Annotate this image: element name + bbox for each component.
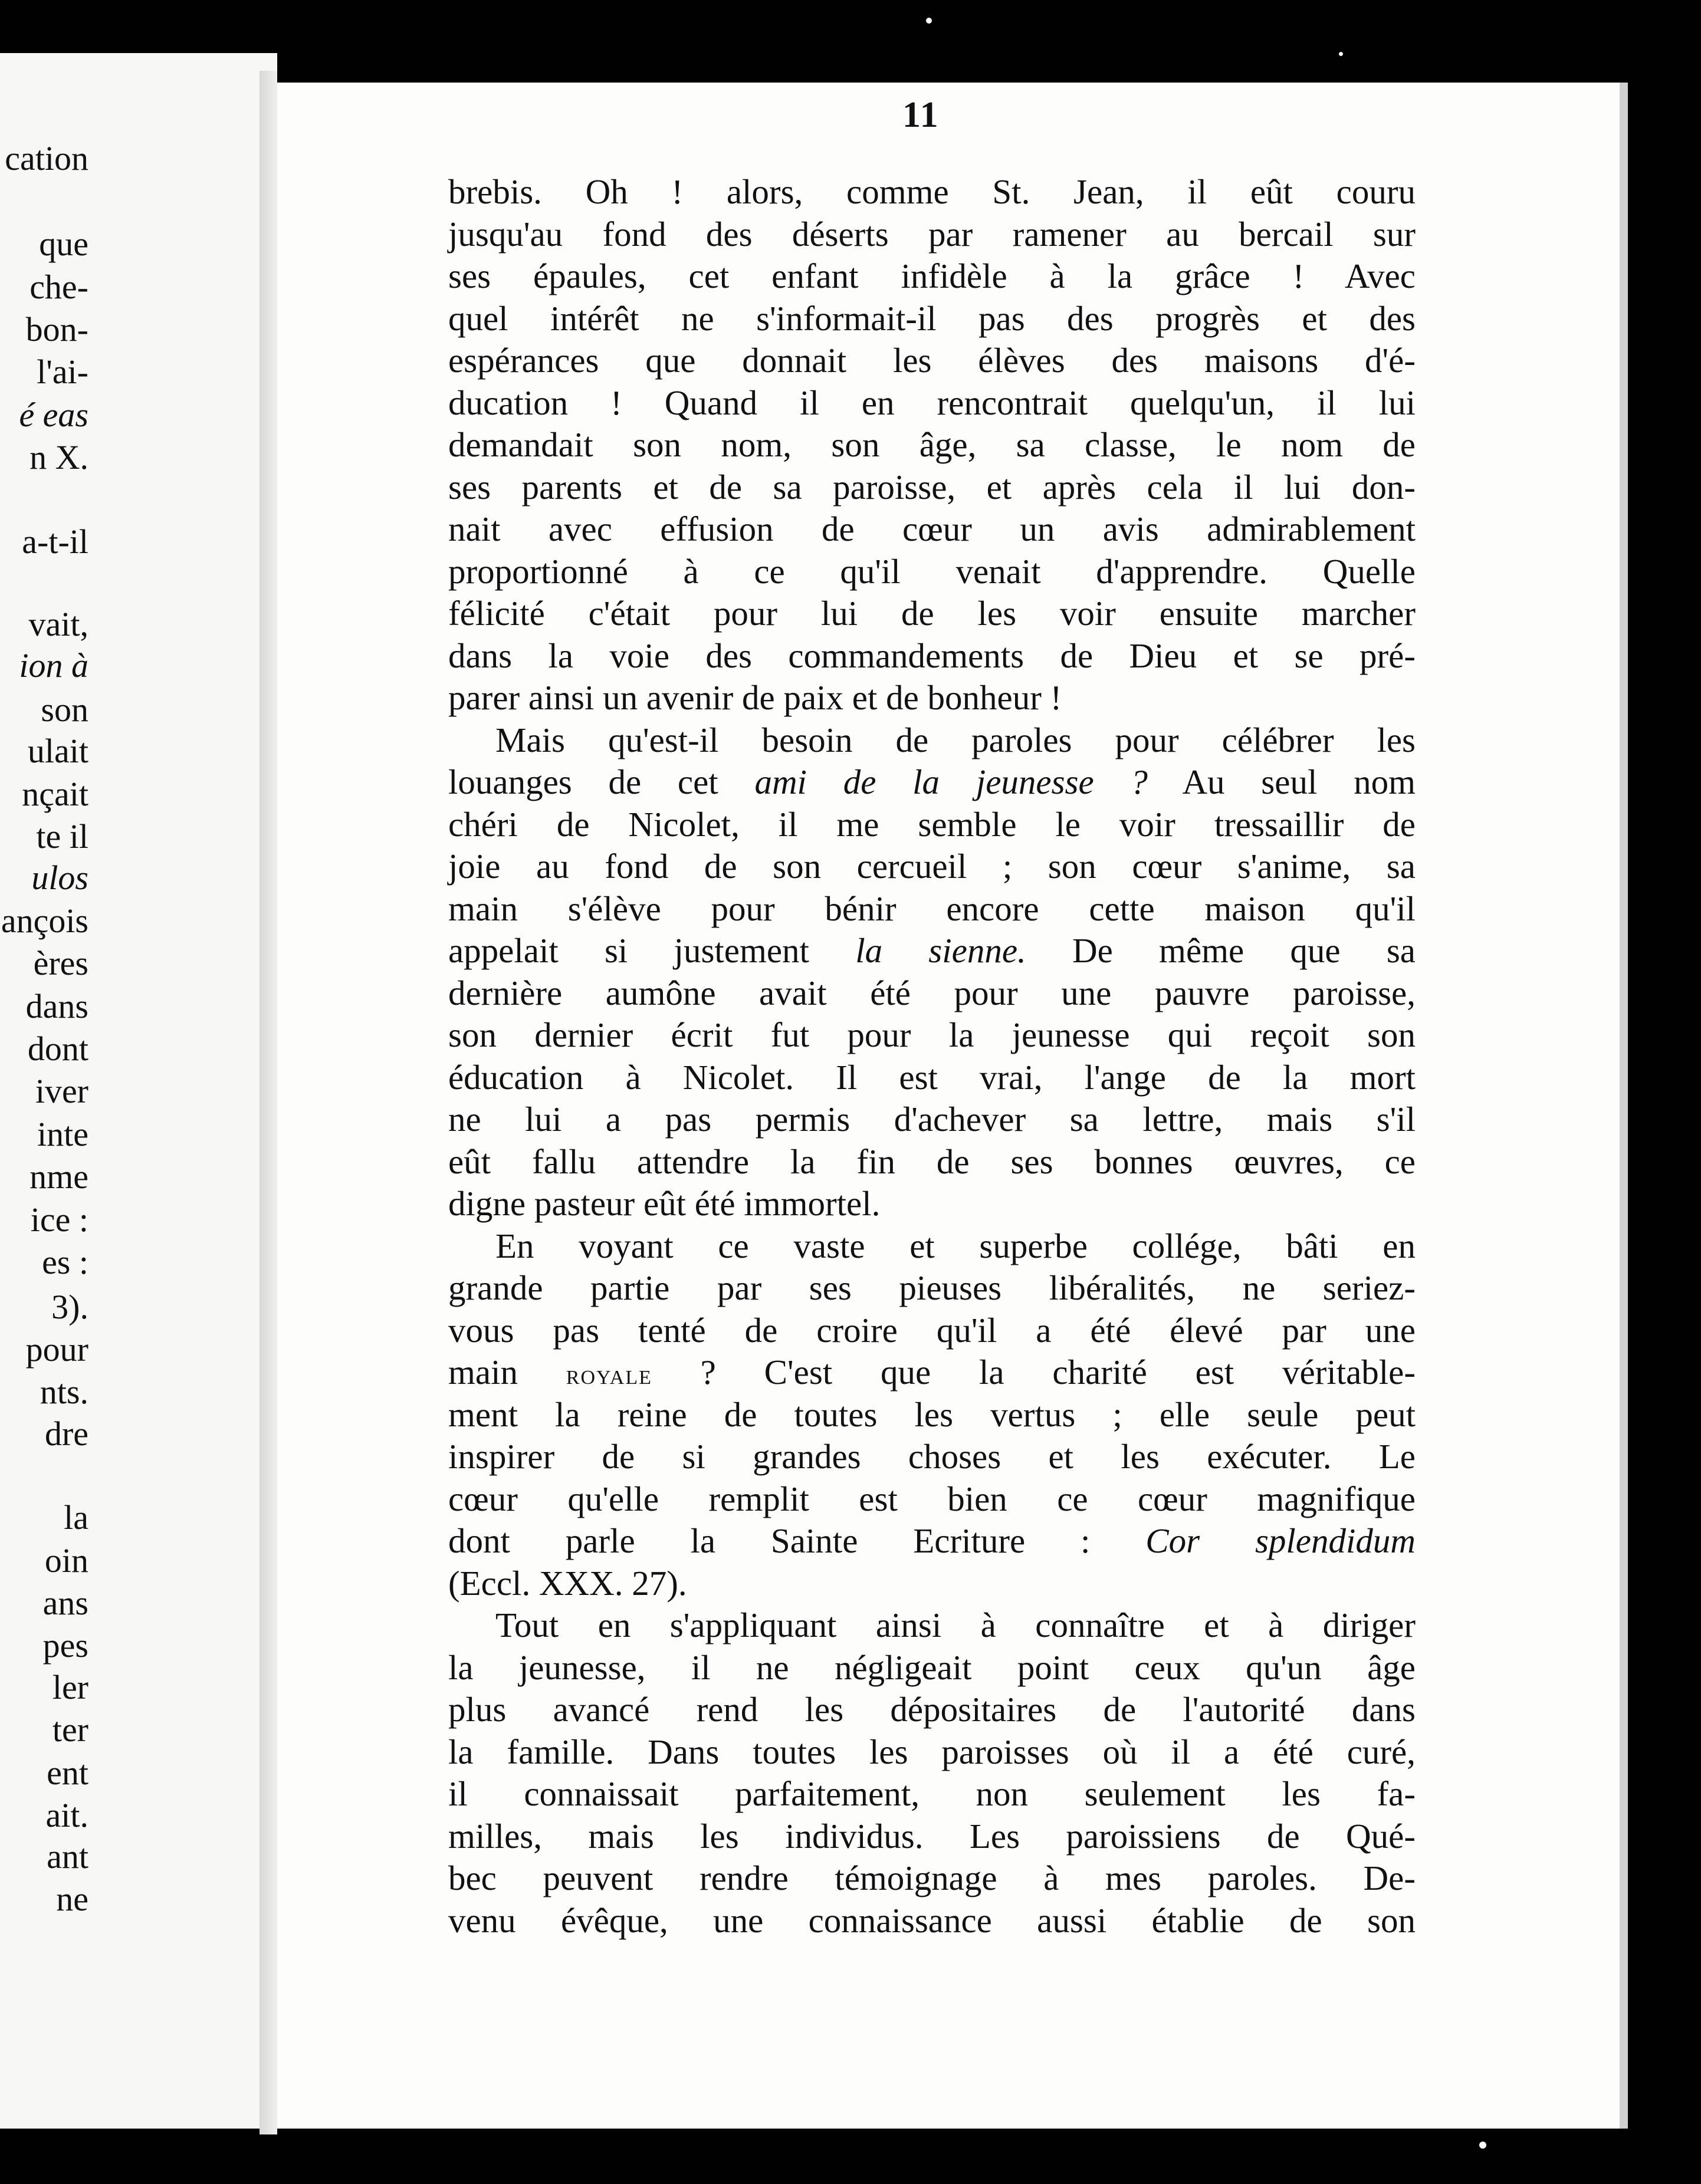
text-line: espérances que donnait les élèves des maisons d'é- — [448, 341, 1416, 380]
left-page-line: vait, — [28, 605, 88, 643]
text-line: En voyant ce vaste et superbe collége, bâti en — [495, 1226, 1416, 1265]
left-page-line: n X. — [29, 438, 88, 476]
text-line: éducation à Nicolet. Il est vrai, l'ange de la mort — [448, 1057, 1416, 1097]
left-page-fragment — [0, 53, 277, 2129]
left-page-line: pes — [42, 1626, 88, 1665]
text-line: vous pas tenté de croire qu'il a été élevé par une — [448, 1310, 1416, 1350]
text-run: main — [448, 1353, 566, 1392]
left-page-line: nme — [29, 1157, 88, 1196]
italic-phrase: la sienne. — [855, 931, 1026, 970]
left-page-line: ent — [47, 1754, 88, 1792]
left-page-line: nçait — [22, 775, 88, 813]
text-line — [448, 761, 1416, 804]
left-page-line: te il — [36, 817, 88, 856]
text-line: cœur qu'elle remplit est bien ce cœur magnifique — [448, 1479, 1416, 1518]
page-number: 11 — [902, 95, 940, 135]
text-run: Au seul nom — [1147, 762, 1416, 801]
text-line: ses épaules, cet enfant infidèle à la grâce ! Avec — [448, 256, 1416, 295]
left-page-line: pour — [25, 1330, 88, 1369]
text-run: appelait si justement — [448, 931, 856, 970]
text-line: félicité c'était pour lui de les voir ensuite marcher — [448, 594, 1416, 633]
text-line: brebis. Oh ! alors, comme St. Jean, il eût couru — [448, 172, 1416, 211]
right-page — [277, 83, 1628, 2129]
left-page-line: dans — [25, 987, 88, 1025]
left-page-line: inte — [37, 1115, 88, 1153]
italic-phrase: ami de la jeunesse ? — [754, 762, 1148, 801]
left-page-line: la — [64, 1498, 88, 1537]
text-line: digne pasteur eût été immortel. — [448, 1184, 881, 1223]
left-page-line: ant — [47, 1837, 88, 1876]
text-line: Tout en s'appliquant ainsi à connaître et à diriger — [495, 1606, 1416, 1644]
text-line: (Eccl. XXX. 27). — [448, 1563, 687, 1603]
text-line: Mais qu'est-il besoin de paroles pour célébrer les — [495, 720, 1416, 759]
page-body-text — [448, 171, 1416, 1942]
text-run: louanges de cet — [448, 762, 755, 801]
text-line: bec peuvent rendre témoignage à mes paroles. De- — [448, 1859, 1416, 1897]
left-page-line: dont — [27, 1029, 88, 1068]
scan-speck — [1339, 52, 1343, 56]
left-page-line: ulait — [27, 732, 88, 770]
text-line — [448, 1351, 1416, 1394]
scan-speck — [1479, 2142, 1486, 2149]
text-line: la famille. Dans toutes les paroisses où il a été curé, — [448, 1732, 1416, 1771]
text-line: milles, mais les individus. Les paroissiens de Qué- — [448, 1816, 1416, 1856]
text-line: jusqu'au fond des déserts par ramener au bercail sur — [448, 214, 1416, 254]
scan-speck — [926, 18, 932, 24]
left-page-line: 3). — [51, 1288, 88, 1326]
left-page-line: cation — [5, 139, 88, 177]
text-line: ses parents et de sa paroisse, et après cela il lui don- — [448, 467, 1416, 506]
left-page-line: é eas — [19, 396, 88, 434]
text-line: ne lui a pas permis d'achever sa lettre, mais s'il — [448, 1100, 1416, 1139]
left-page-line: ait. — [45, 1796, 88, 1834]
text-line: proportionné à ce qu'il venait d'apprendre. Quelle — [448, 551, 1416, 591]
left-page-line: che- — [29, 268, 88, 306]
left-page-line: que — [39, 225, 88, 263]
text-run: dont parle la Sainte Ecriture : — [448, 1521, 1146, 1560]
left-page-line: nts. — [40, 1373, 88, 1411]
text-line: venu évêque, une connaissance aussi établie de son — [448, 1900, 1416, 1940]
left-page-line: ler — [52, 1668, 88, 1706]
book-gutter — [260, 71, 277, 2134]
left-page-line: oin — [44, 1541, 88, 1580]
italic-phrase: Cor splendidum — [1145, 1521, 1416, 1560]
left-page-line: es : — [42, 1243, 88, 1281]
text-line: quel intérêt ne s'informait-il pas des progrès et des — [448, 298, 1416, 338]
left-page-line: ères — [33, 944, 88, 982]
text-line: eût fallu attendre la fin de ses bonnes œuvres, ce — [448, 1142, 1416, 1181]
text-line: demandait son nom, son âge, sa classe, le nom de — [448, 425, 1416, 464]
left-page-line: a-t-il — [22, 522, 88, 561]
text-line: plus avancé rend les dépositaires de l'autorité dans — [448, 1690, 1416, 1729]
left-page-line: ne — [56, 1880, 88, 1918]
small-caps-word: royale — [566, 1359, 652, 1390]
left-page-line: ion à — [19, 646, 88, 685]
text-line: grande partie par ses pieuses libéralités, ne seriez- — [448, 1268, 1416, 1307]
text-line: son dernier écrit fut pour la jeunesse qui reçoit son — [448, 1015, 1416, 1054]
left-page-line: son — [41, 690, 88, 729]
text-line: main s'élève pour bénir encore cette maison qu'il — [448, 889, 1416, 928]
left-page-line: l'ai- — [37, 353, 88, 391]
left-page-line: ançois — [1, 902, 88, 940]
text-line — [448, 1520, 1416, 1563]
text-line: la jeunesse, il ne négligeait point ceux qu'un âge — [448, 1647, 1416, 1687]
text-line: ducation ! Quand il en rencontrait quelqu'un, il lui — [448, 383, 1416, 422]
text-line: joie au fond de son cercueil ; son cœur s'anime, sa — [448, 847, 1416, 886]
left-page-line: bon- — [25, 310, 88, 348]
text-line: ment la reine de toutes les vertus ; elle seule peut — [448, 1394, 1416, 1434]
text-run: De même que sa — [1026, 931, 1416, 970]
left-page-line: iver — [35, 1072, 88, 1110]
text-line: inspirer de si grandes choses et les exécuter. Le — [448, 1437, 1416, 1476]
left-page-line: ans — [42, 1584, 88, 1622]
text-line: nait avec effusion de cœur un avis admirablement — [448, 509, 1416, 548]
left-page-line: ice : — [30, 1200, 88, 1239]
text-line: dernière aumône avait été pour une pauvre paroisse, — [448, 973, 1416, 1012]
text-line: parer ainsi un avenir de paix et de bonheur ! — [448, 678, 1062, 717]
text-line: dans la voie des commandements de Dieu et se pré- — [448, 636, 1416, 675]
left-page-line: dre — [44, 1415, 88, 1453]
left-page-line: ulos — [31, 859, 88, 897]
text-line: il connaissait parfaitement, non seulement les fa- — [448, 1774, 1416, 1813]
text-run: ? C'est que la charité est véritable- — [652, 1353, 1416, 1392]
text-line — [448, 930, 1416, 972]
text-line: chéri de Nicolet, il me semble le voir tressaillir de — [448, 804, 1416, 844]
left-page-line: ter — [52, 1711, 88, 1749]
